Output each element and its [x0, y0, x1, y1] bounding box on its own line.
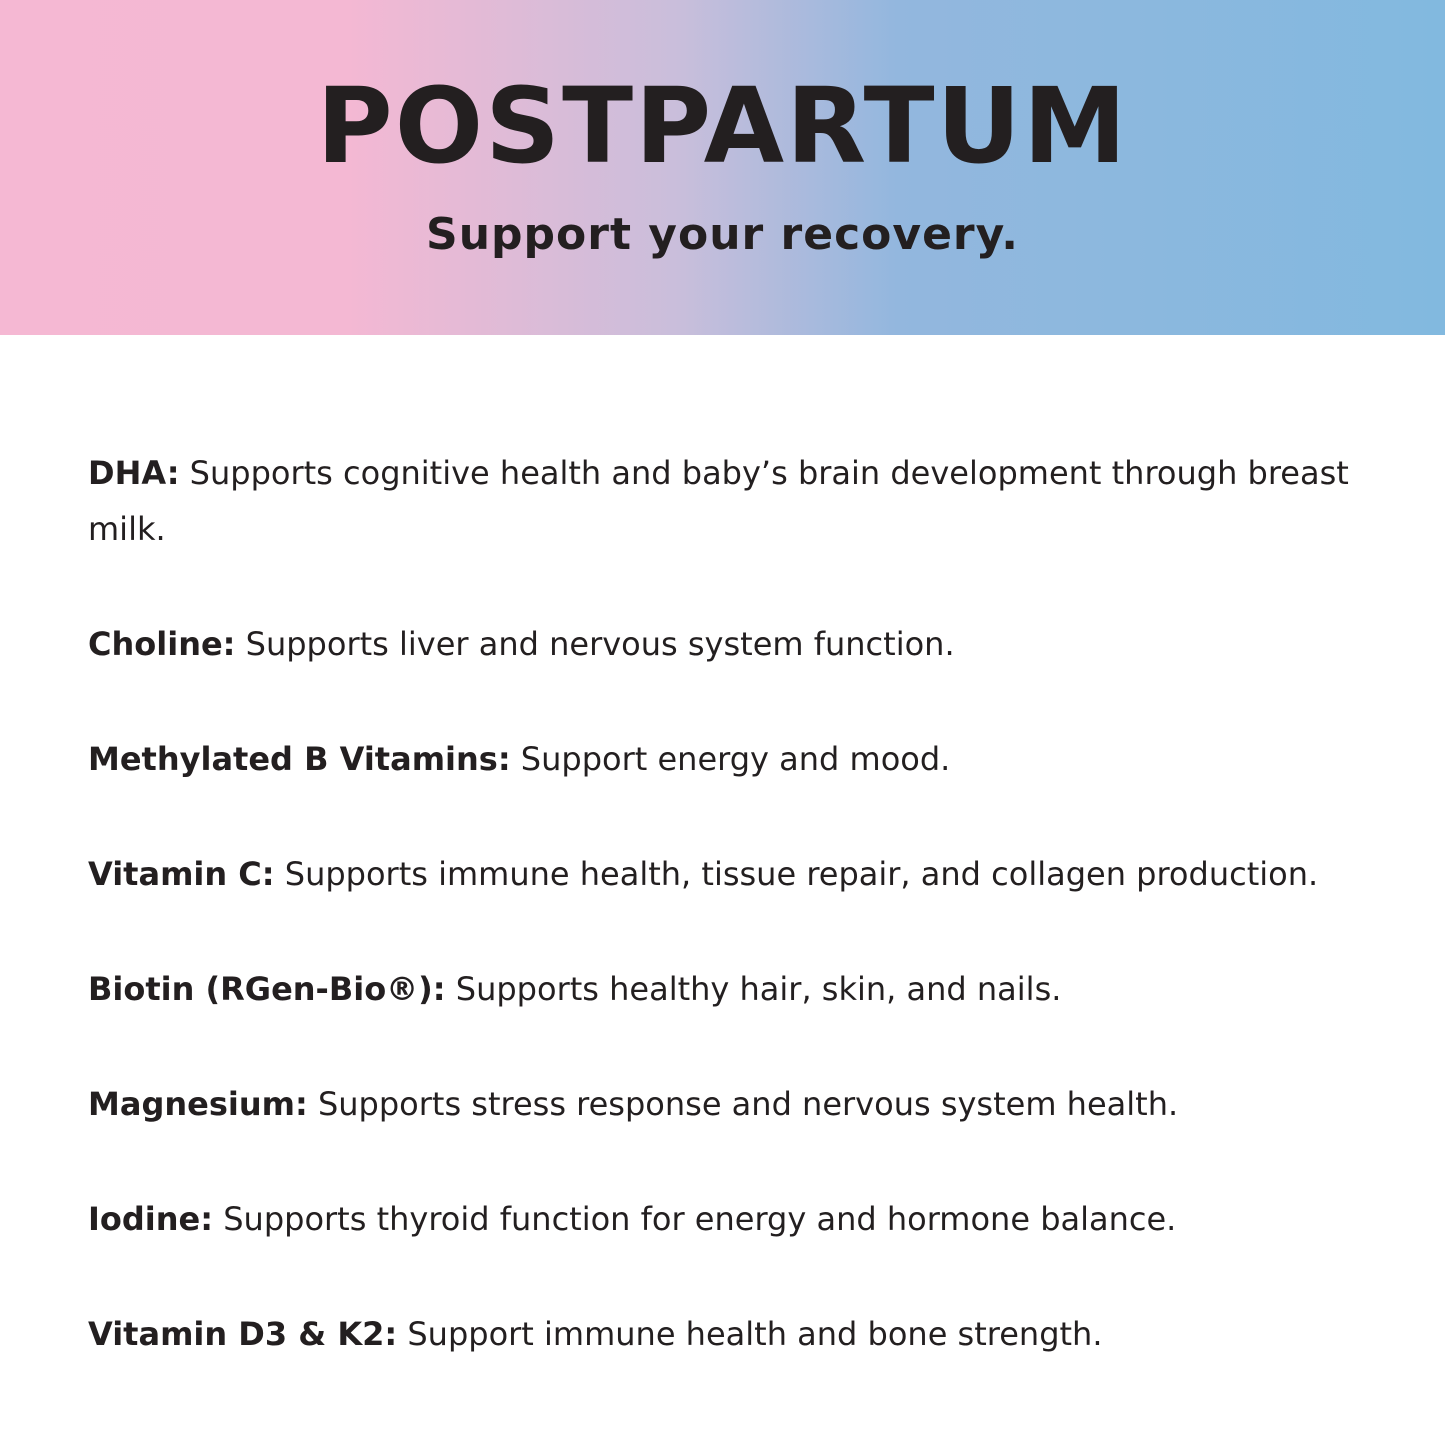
nutrient-item-dha [88, 445, 1378, 557]
nutrient-item-magnesium [88, 1076, 1378, 1132]
nutrient-item-biotin [88, 961, 1378, 1017]
nutrient-desc: Supports immune health, tissue repair, and collagen production. [284, 855, 1319, 893]
nutrient-desc: Support energy and mood. [520, 740, 951, 778]
nutrient-term: Iodine: [88, 1200, 214, 1238]
nutrient-term: Vitamin D3 & K2: [88, 1315, 398, 1353]
nutrient-item-vitamin-d3-k2 [88, 1306, 1378, 1362]
nutrient-desc: Support immune health and bone strength. [407, 1315, 1103, 1353]
nutrient-term: Methylated B Vitamins: [88, 740, 511, 778]
nutrient-list [88, 445, 1378, 1421]
nutrient-term: Choline: [88, 625, 236, 663]
page-title: POSTPARTUM [316, 65, 1129, 187]
nutrient-item-b-vitamins [88, 731, 1378, 787]
nutrient-desc: Supports thyroid function for energy and hormone balance. [223, 1200, 1177, 1238]
nutrient-term: Biotin (RGen-Bio®): [88, 970, 446, 1008]
nutrient-term: Vitamin C: [88, 855, 275, 893]
nutrient-desc: Supports liver and nervous system function. [245, 625, 955, 663]
nutrient-item-iodine [88, 1191, 1378, 1247]
nutrient-item-vitamin-c [88, 846, 1378, 902]
header-banner [0, 0, 1445, 335]
nutrient-term: DHA: [88, 454, 180, 492]
nutrient-desc: Supports cognitive health and baby’s brain development through breast milk. [88, 454, 1349, 548]
nutrient-desc: Supports healthy hair, skin, and nails. [455, 970, 1062, 1008]
nutrient-item-choline [88, 616, 1378, 672]
nutrient-term: Magnesium: [88, 1085, 308, 1123]
nutrient-desc: Supports stress response and nervous system health. [317, 1085, 1179, 1123]
page-subtitle: Support your recovery. [426, 209, 1019, 260]
